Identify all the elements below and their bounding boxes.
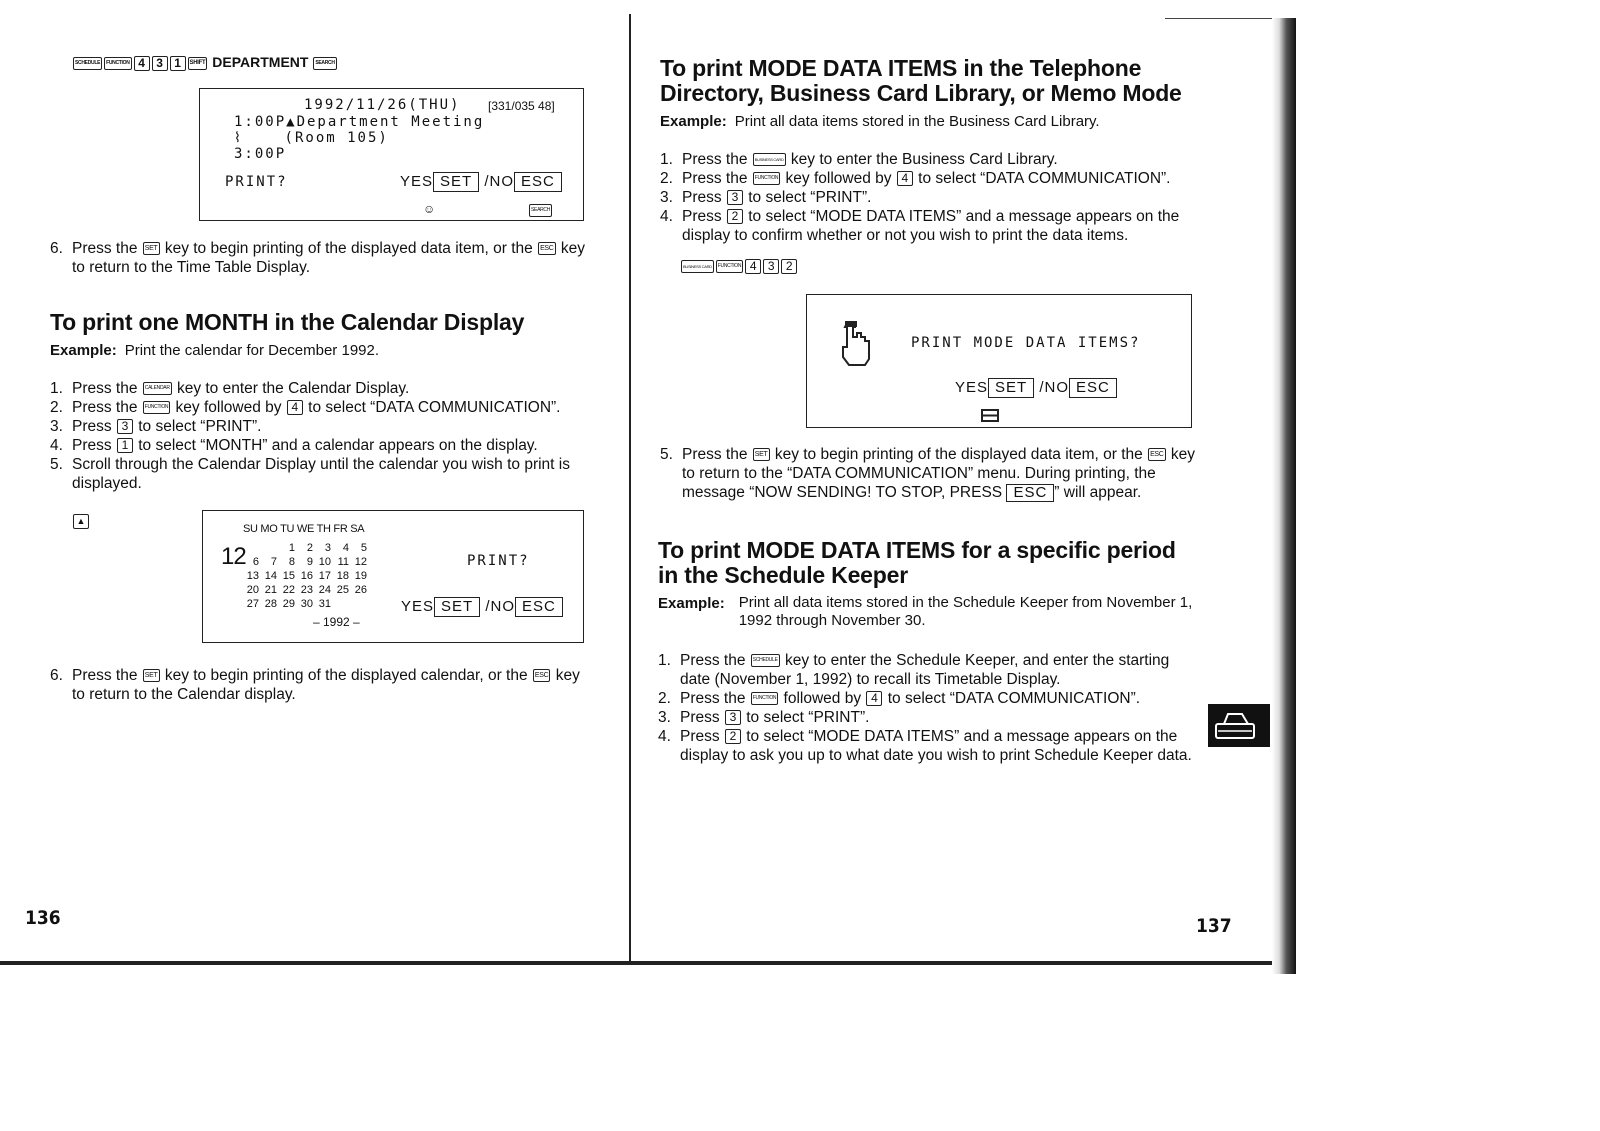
key-3: 3 <box>152 56 168 71</box>
function-key: FUNCTION <box>753 172 780 185</box>
calendar-day: 9 <box>306 556 313 568</box>
calendar-day: 22 <box>282 584 295 596</box>
calendar-day: 11 <box>337 556 349 568</box>
calendar-day: 16 <box>300 570 313 582</box>
display-prompt: PRINT? <box>225 174 288 190</box>
example-month: Example: Print the calendar for December 1992. <box>50 342 380 359</box>
card-icon <box>981 409 999 422</box>
step-5-mode-data: 5. Press the SET key to begin printing of the displayed data item, or the ESC key to return to the “DATA COMMUNICATION” menu. During printing, the message “NOW SENDING! TO STOP, PRESS ESC ” will appear. <box>660 446 1195 501</box>
example-mode-data: Example: Print all data items stored in the Business Card Library. <box>660 113 1100 130</box>
calendar-day <box>243 541 261 555</box>
calendar-week-row <box>243 597 369 611</box>
calendar-day: 30 <box>300 598 313 610</box>
right-binding-edge <box>1272 18 1296 974</box>
step-item: 3. Press 3 to select “PRINT”. <box>50 418 262 435</box>
set-key: SET <box>753 448 770 461</box>
display-yes-no <box>400 172 562 192</box>
calendar-day: 31 <box>318 598 331 610</box>
printer-tab <box>1208 704 1270 747</box>
calendar-day: 8 <box>288 556 295 568</box>
book-spine <box>629 14 631 965</box>
schedule-key: SCHEDULE <box>751 654 780 667</box>
section-title-month: To print one MONTH in the Calendar Display <box>50 309 525 335</box>
calendar-week-row <box>243 583 369 597</box>
calendar-day: 7 <box>270 556 277 568</box>
calendar-yes-no: YES SET /NO ESC <box>401 597 563 617</box>
set-label: SET <box>433 172 479 192</box>
steps-schedule <box>658 651 1196 765</box>
calendar-week-row <box>243 541 369 555</box>
step-6-time-table: 6. Press the SET key to begin printing of the displayed data item, or the ESC key to return to the Time Table Display. <box>50 240 585 276</box>
set-key: SET <box>143 669 160 682</box>
step-item: 3. Press 3 to select “PRINT”. <box>660 189 872 206</box>
calendar-day: 28 <box>264 598 277 610</box>
calendar-day: 13 <box>246 570 259 582</box>
key-4: 4 <box>134 56 150 71</box>
calendar-week-row <box>243 555 369 569</box>
esc-label: ESC <box>515 597 563 617</box>
step-item: 1. Press the BUSINESS CARD key to enter the Business Card Library. <box>660 151 1058 168</box>
hand-pointer-icon <box>837 319 873 372</box>
calendar-day: 12 <box>354 556 367 568</box>
calendar-grid <box>243 541 369 611</box>
calendar-day: 19 <box>354 570 367 582</box>
calendar-display <box>202 510 584 643</box>
calendar-day: 21 <box>264 584 277 596</box>
mode-data-yes-no: YES SET /NO ESC <box>955 378 1117 398</box>
shift-key: SHIFT <box>188 57 208 70</box>
esc-key: ESC <box>1148 448 1166 461</box>
step-item: 1. Press the SCHEDULE key to enter the Schedule Keeper, and enter the starting date (November 1, 1992) to recall its Timetable Display. <box>658 652 1170 688</box>
calendar-day: 15 <box>282 570 295 582</box>
scroll-up-key: ▲ <box>73 514 89 529</box>
business-card-key: BUSINESS CARD <box>753 153 786 166</box>
mode-data-prompt: PRINT MODE DATA ITEMS? <box>911 335 1141 351</box>
page-number-right: 137 <box>1196 915 1232 937</box>
section-title-mode-data: To print MODE DATA ITEMS in the Telephone Directory, Business Card Library, or Memo Mode <box>660 55 1182 106</box>
step-item: 4. Press 1 to select “MONTH” and a calendar appears on the display. <box>50 437 538 454</box>
example-schedule: Example: Print all data items stored in the Schedule Keeper from November 1, 1992 through November 30. <box>658 594 1193 629</box>
no-label: /NO <box>484 173 515 190</box>
function-key: FUNCTION <box>143 401 170 414</box>
step-item: 2. Press the FUNCTION key followed by 4 to select “DATA COMMUNICATION”. <box>660 170 1171 187</box>
step-6-calendar: 6. Press the SET key to begin printing of the displayed calendar, or the ESC key to return to the Calendar display. <box>50 667 580 703</box>
calendar-prompt: PRINT? <box>467 553 530 569</box>
function-key: FUNCTION <box>716 260 743 273</box>
section-title-schedule: To print MODE DATA ITEMS for a specific period in the Schedule Keeper <box>658 537 1176 588</box>
step-item: 4. Press 2 to select “MODE DATA ITEMS” and a message appears on the display to ask you up to what date you wish to print Schedule Keeper data. <box>658 728 1192 764</box>
step-item: 4. Press 2 to select “MODE DATA ITEMS” and a message appears on the display to confirm whether or not you wish to print the data items. <box>660 208 1180 244</box>
printer-icon <box>1214 710 1258 742</box>
calendar-day: 26 <box>354 584 367 596</box>
schedule-key: SCHEDULE <box>73 57 102 70</box>
display-line3: 3:00P <box>234 146 287 162</box>
calendar-year: – 1992 – <box>313 615 360 629</box>
clock-icon: ☺ <box>423 202 436 216</box>
esc-label: ESC <box>1069 378 1117 398</box>
set-key: SET <box>143 242 160 255</box>
display-line2: ⌇ (Room 105) <box>234 130 389 146</box>
calendar-day: 3 <box>324 542 331 554</box>
calendar-key: CALENDAR <box>143 382 172 395</box>
steps-month <box>50 379 590 493</box>
step-item: 5. Scroll through the Calendar Display until the calendar you wish to print is displayed. <box>50 456 570 492</box>
calendar-day: 23 <box>300 584 313 596</box>
esc-label: ESC <box>514 172 562 192</box>
key-1: 1 <box>170 56 186 71</box>
display-memory: [331/035 48] <box>488 99 555 113</box>
calendar-header: SU MO TU WE TH FR SA <box>243 523 365 535</box>
calendar-day <box>261 541 279 555</box>
calendar-month: 12 <box>221 543 246 570</box>
calendar-day: 1 <box>288 542 295 554</box>
function-key: FUNCTION <box>104 57 131 70</box>
step-item: 2. Press the FUNCTION key followed by 4 to select “DATA COMMUNICATION”. <box>50 399 561 416</box>
set-label: SET <box>988 378 1034 398</box>
display-date: 1992/11/26(THU) <box>304 97 461 113</box>
search-indicator: SEARCH <box>529 204 552 217</box>
step-item: 1. Press the CALENDAR key to enter the Calendar Display. <box>50 380 410 397</box>
yes-label: YES <box>400 173 434 190</box>
calendar-day: 24 <box>318 584 331 596</box>
calendar-day: 2 <box>306 542 313 554</box>
calendar-day: 6 <box>252 556 259 568</box>
set-label: SET <box>434 597 480 617</box>
calendar-day: 25 <box>336 584 349 596</box>
calendar-day: 5 <box>360 542 367 554</box>
steps-mode-data <box>660 150 1195 245</box>
key-sequence-word: DEPARTMENT <box>212 54 309 70</box>
display-line1: 1:00P▲Department Meeting <box>234 114 485 130</box>
esc-key: ESC <box>538 242 556 255</box>
calendar-day: 10 <box>318 556 331 568</box>
calendar-day <box>351 597 369 611</box>
calendar-day: 14 <box>264 570 277 582</box>
calendar-week-row <box>243 569 369 583</box>
calendar-day: 29 <box>282 598 295 610</box>
business-card-key: BUSINESS CARD <box>681 260 714 273</box>
schedule-display <box>199 88 584 221</box>
calendar-day <box>333 597 351 611</box>
key-sequence-top <box>72 54 338 71</box>
calendar-day: 4 <box>342 542 349 554</box>
mode-data-display <box>806 294 1192 428</box>
search-key: SEARCH <box>313 57 336 70</box>
calendar-day: 17 <box>318 570 331 582</box>
calendar-day: 18 <box>336 570 349 582</box>
esc-key: ESC <box>533 669 551 682</box>
step-item: 2. Press the FUNCTION followed by 4 to select “DATA COMMUNICATION”. <box>658 690 1141 707</box>
esc-label: ESC <box>1006 484 1054 502</box>
key-sequence-mode-data: BUSINESS CARD FUNCTION 4 3 2 <box>680 258 798 276</box>
right-page <box>640 0 1270 1131</box>
calendar-day: 20 <box>246 584 259 596</box>
calendar-day: 27 <box>246 598 259 610</box>
page-number-left: 136 <box>25 907 61 929</box>
step-item: 3. Press 3 to select “PRINT”. <box>658 709 870 726</box>
function-key: FUNCTION <box>751 692 778 705</box>
